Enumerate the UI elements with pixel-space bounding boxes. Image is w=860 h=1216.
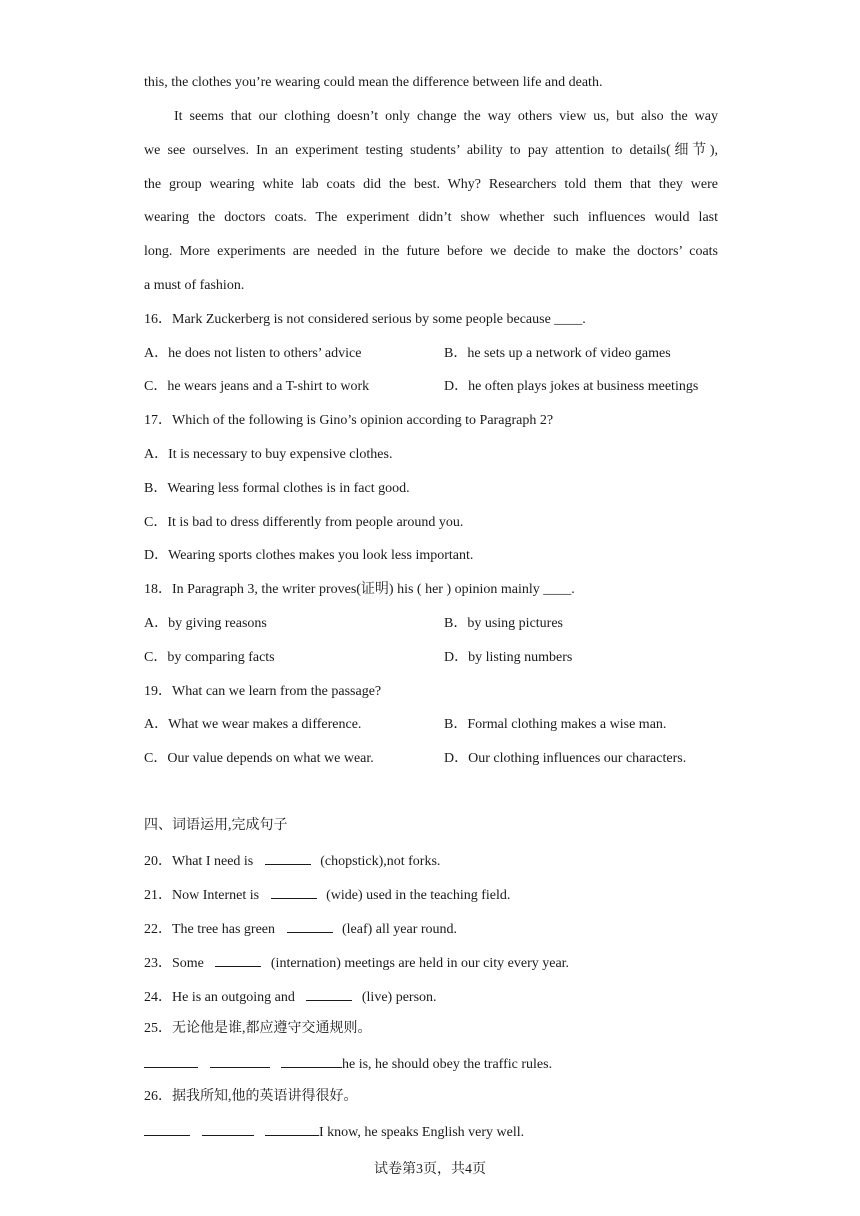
- passage-line: wearing the doctors coats. The experiment didn’t show whether such influences would last: [144, 210, 718, 225]
- question-22-post: (leaf) all year round.: [342, 922, 458, 937]
- question-16-stem: 16．Mark Zuckerberg is not considered serious by some people because ____.: [144, 312, 586, 327]
- passage-line: long. More experiments are needed in the future before we decide to make the doctors’ coats: [144, 244, 718, 259]
- answer-blank[interactable]: [202, 1121, 254, 1136]
- question-21-post: (wide) used in the teaching field.: [326, 888, 511, 903]
- passage-line: a must of fashion.: [144, 278, 245, 293]
- option-a: A．he does not listen to others’ advice: [144, 346, 362, 361]
- question-23-pre: 23．Some: [144, 956, 204, 971]
- question-18-options-row2: [144, 648, 718, 668]
- option-a: A．It is necessary to buy expensive clothes.: [144, 447, 393, 462]
- question-19-options-row2: [144, 749, 718, 769]
- question-16-options-row1: [144, 344, 718, 364]
- answer-blank[interactable]: [306, 986, 352, 1001]
- answer-blank[interactable]: [271, 884, 317, 899]
- question-26-post: I know, he speaks English very well.: [319, 1125, 525, 1140]
- answer-blank[interactable]: [215, 952, 261, 967]
- question-20-pre: 20．What I need is: [144, 854, 254, 869]
- answer-blank[interactable]: [144, 1121, 190, 1136]
- answer-blank[interactable]: [210, 1053, 270, 1068]
- question-26-chinese: 26．据我所知,他的英语讲得很好。: [144, 1089, 358, 1104]
- option-b: B．by using pictures: [444, 616, 563, 631]
- question-24-post: (live) person.: [361, 990, 437, 1005]
- option-d: D．Wearing sports clothes makes you look less important.: [144, 548, 474, 563]
- option-a: A．What we wear makes a difference.: [144, 717, 362, 732]
- question-19-options-row1: [144, 715, 718, 735]
- option-d: D．he often plays jokes at business meetings: [444, 379, 699, 394]
- option-c: C．he wears jeans and a T-shirt to work: [144, 379, 370, 394]
- question-21-pre: 21．Now Internet is: [144, 888, 260, 903]
- question-18-options-row1: [144, 614, 718, 634]
- question-20: [144, 850, 718, 870]
- answer-blank[interactable]: [144, 1053, 198, 1068]
- option-b: B．Wearing less formal clothes is in fact good.: [144, 481, 410, 496]
- passage-line: It seems that our clothing doesn’t only change the way others view us, but also the way: [174, 109, 718, 124]
- option-c: C．It is bad to dress differently from people around you.: [144, 515, 464, 530]
- question-25-post: he is, he should obey the traffic rules.: [342, 1057, 553, 1072]
- option-b: B．Formal clothing makes a wise man.: [444, 717, 667, 732]
- question-18-stem: 18．In Paragraph 3, the writer proves(证明) his ( her ) opinion mainly ____.: [144, 582, 575, 597]
- question-24: [144, 986, 718, 1006]
- question-21: [144, 884, 718, 904]
- question-26-english: [144, 1121, 718, 1141]
- answer-blank[interactable]: [265, 850, 311, 865]
- option-c: C．Our value depends on what we wear.: [144, 751, 374, 766]
- question-16-options-row2: [144, 377, 718, 397]
- answer-blank[interactable]: [287, 918, 333, 933]
- passage-line: we see ourselves. In an experiment testing students’ ability to pay attention to details(细节),: [144, 143, 718, 158]
- question-23: [144, 952, 718, 972]
- answer-blank[interactable]: [265, 1121, 319, 1136]
- question-20-post: (chopstick),not forks.: [320, 854, 441, 869]
- question-24-pre: 24．He is an outgoing and: [144, 990, 295, 1005]
- option-d: D．Our clothing influences our characters.: [444, 751, 687, 766]
- answer-blank[interactable]: [281, 1053, 342, 1068]
- question-25-english: [144, 1053, 718, 1073]
- option-b: B．he sets up a network of video games: [444, 346, 671, 361]
- question-22-pre: 22．The tree has green: [144, 922, 275, 937]
- question-25-chinese: 25．无论他是谁,都应遵守交通规则。: [144, 1021, 372, 1036]
- passage-line: the group wearing white lab coats did the best. Why? Researchers told them that they were: [144, 177, 718, 192]
- option-d: D．by listing numbers: [444, 650, 573, 665]
- page-footer: 试卷第3页，共4页: [374, 1162, 486, 1177]
- question-19-stem: 19．What can we learn from the passage?: [144, 684, 382, 699]
- option-a: A．by giving reasons: [144, 616, 267, 631]
- question-22: [144, 918, 718, 938]
- option-c: C．by comparing facts: [144, 650, 275, 665]
- question-23-post: (internation) meetings are held in our city every year.: [270, 956, 570, 971]
- question-17-stem: 17．Which of the following is Gino’s opinion according to Paragraph 2?: [144, 413, 554, 428]
- passage-line: this, the clothes you’re wearing could mean the difference between life and death.: [144, 75, 603, 90]
- section-4-heading: 四、词语运用,完成句子: [144, 818, 288, 833]
